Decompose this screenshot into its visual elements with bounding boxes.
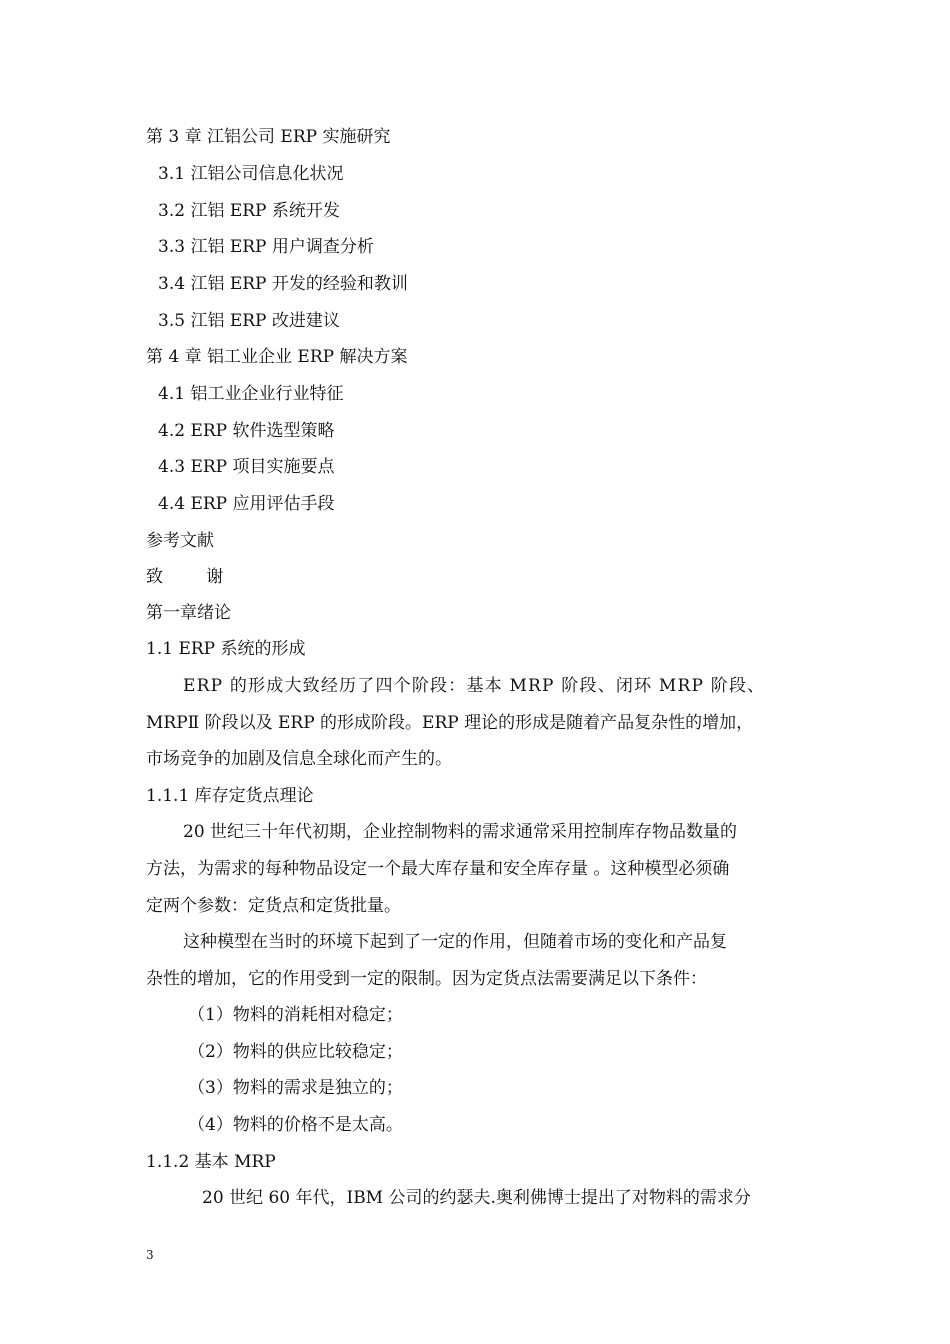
toc-section-3-3: 3.3 江铝 ERP 用户调查分析 [158,237,374,257]
paragraph-3-line-1: 这种模型在当时的环境下起到了一定的作用，但随着市场的变化和产品复 [183,932,727,952]
condition-item-4: （4）物料的价格不是太高。 [188,1115,403,1135]
paragraph-1-line-1: ERP 的形成大致经历了四个阶段：基本 MRP 阶段、闭环 MRP 阶段、 [183,676,766,696]
paragraph-1-line-2: MRPⅡ 阶段以及 ERP 的形成阶段。ERP 理论的形成是随着产品复杂性的增加， [146,713,754,733]
paragraph-3-line-2: 杂性的增加，它的作用受到一定的限制。因为定货点法需要满足以下条件： [146,969,707,989]
heading-1-1: 1.1 ERP 系统的形成 [146,639,306,659]
toc-chapter-3: 第 3 章 江铝公司 ERP 实施研究 [146,127,391,147]
heading-1-1-1: 1.1.1 库存定货点理论 [146,786,314,806]
condition-item-3: （3）物料的需求是独立的； [188,1078,403,1098]
chapter-1-title: 第一章绪论 [146,603,231,623]
condition-item-2: （2）物料的供应比较稳定； [188,1042,403,1062]
toc-references: 参考文献 [146,531,214,551]
toc-chapter-4: 第 4 章 铝工业企业 ERP 解决方案 [146,347,408,367]
paragraph-4-line-1: 20 世纪 60 年代，IBM 公司的约瑟夫.奥利佛博士提出了对物料的需求分 [202,1188,751,1208]
toc-acknowledgements: 致 谢 [146,567,224,587]
toc-section-4-3: 4.3 ERP 项目实施要点 [158,457,335,477]
toc-section-4-2: 4.2 ERP 软件选型策略 [158,421,335,441]
toc-section-4-4: 4.4 ERP 应用评估手段 [158,494,335,514]
heading-1-1-2: 1.1.2 基本 MRP [146,1152,276,1172]
page-number: 3 [146,1248,154,1262]
paragraph-2-line-2: 方法，为需求的每种物品设定一个最大库存量和安全库存量 。这种模型必须确 [146,859,730,879]
toc-section-3-2: 3.2 江铝 ERP 系统开发 [158,201,340,221]
paragraph-2-line-3: 定两个参数：定货点和定货批量。 [146,896,401,916]
toc-section-3-1: 3.1 江铝公司信息化状况 [158,164,344,184]
paragraph-1-line-3: 市场竞争的加剧及信息全球化而产生的。 [146,749,452,769]
condition-item-1: （1）物料的消耗相对稳定； [188,1005,403,1025]
toc-section-3-5: 3.5 江铝 ERP 改进建议 [158,311,340,331]
paragraph-2-line-1: 20 世纪三十年代初期，企业控制物料的需求通常采用控制库存物品数量的 [183,822,738,842]
toc-section-3-4: 3.4 江铝 ERP 开发的经验和教训 [158,274,408,294]
toc-section-4-1: 4.1 铝工业企业行业特征 [158,384,344,404]
